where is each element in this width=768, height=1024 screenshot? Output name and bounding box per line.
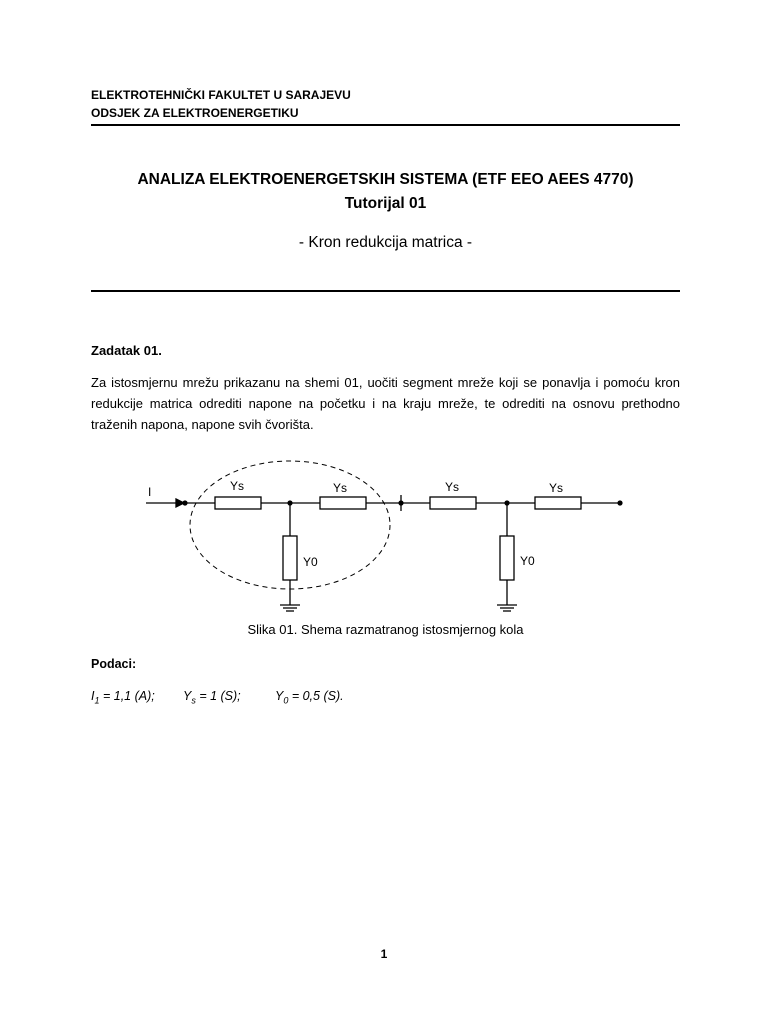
resistor-ys-3 [430,497,476,509]
institution-header [91,86,680,122]
node-1 [287,500,292,505]
data-i1: $I_1 = 1,1$ (A); [91,689,155,706]
resistor-y0-2 [500,536,514,580]
tutorial-title: Tutorijal 01 [344,195,427,212]
data-y0: $Y_0 = 0,5$ (S). [275,689,344,706]
node-input [182,500,187,505]
resistor-ys-1 [215,497,261,509]
resistor-ys-4 [535,497,581,509]
ys-label-2: Ys [333,481,348,495]
page-number: 1 [380,947,388,961]
task-heading: Zadatak 01. [91,343,162,358]
data-ys: $Y_s = 1$ (S); [183,689,241,706]
resistor-ys-2 [320,497,366,509]
ys-label-1: Ys [230,479,245,493]
task-text: Za istosmjernu mrežu prikazanu na shemi 01, uočiti segment mreže koji se ponavlja i pomoću kron redukcije matrica odrediti napone na početku i na kraju mreže, te odrediti na osnovu prethodno traženih napona, napone svih čvorišta. [91,375,680,432]
department-name: ODSJEK ZA ELEKTROENERGETIKU [91,106,299,120]
course-title: ANALIZA ELEKTROENERGETSKIH SISTEMA (ETF EEO AEES 4770) [137,171,634,188]
circuit-diagram [140,455,640,625]
node-output [617,500,622,505]
resistor-y0-1 [283,536,297,580]
node-3 [504,500,509,505]
tutorial-subtitle: - Kron redukcija matrica - [298,234,473,251]
data-heading: Podaci: [91,657,137,671]
figure-caption: Slika 01. Shema razmatranog istosmjernog kola [247,622,524,637]
header-divider [91,124,680,126]
title-divider [91,290,680,292]
ys-label-4: Ys [549,481,564,495]
ys-label-3: Ys [445,480,460,494]
y0-label-2: Y0 [520,554,535,568]
faculty-name: ELEKTROTEHNIČKI FAKULTET U SARAJEVU [91,88,351,102]
current-label: I [148,485,152,499]
y0-label-1: Y0 [303,555,318,569]
